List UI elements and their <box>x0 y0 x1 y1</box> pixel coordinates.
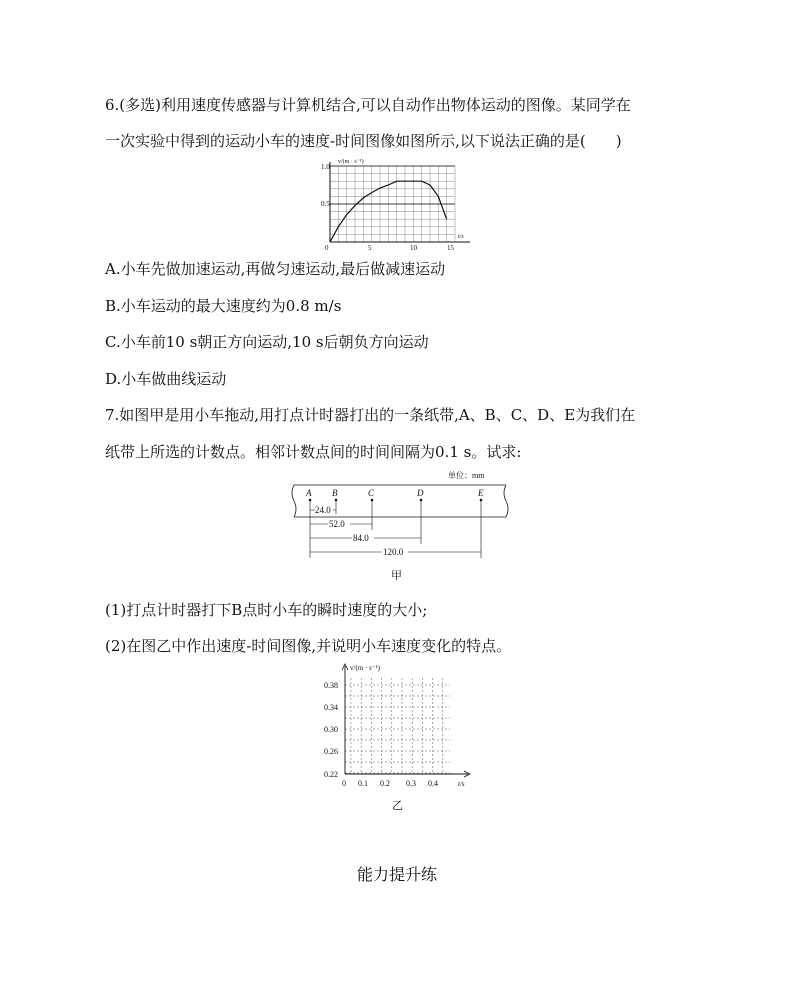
ytick-0.38: 0.38 <box>324 681 338 690</box>
xtick-0.3: 0.3 <box>406 779 416 788</box>
q6-ylabel: v/(m · s⁻¹) <box>338 159 364 165</box>
tape-right-break <box>504 485 508 517</box>
dot-c <box>371 499 374 502</box>
dot-a <box>309 499 312 502</box>
tape-left-break <box>292 485 296 517</box>
q6-ytick-1: 1.0 <box>321 163 330 171</box>
figure-caption-yi: 乙 <box>392 799 403 812</box>
dist-ad: 84.0 <box>353 533 369 543</box>
point-label-b: B <box>332 488 338 498</box>
dist-ab: 24.0 <box>315 505 331 515</box>
q6-xlabel: t/s <box>458 234 464 240</box>
xtick-0.1: 0.1 <box>358 779 368 788</box>
point-label-d: D <box>417 488 424 498</box>
xtick-0: 0 <box>342 779 346 788</box>
point-label-c: C <box>368 488 375 498</box>
ytick-0.34: 0.34 <box>324 703 338 712</box>
q6-stem-line2: 一次实验中得到的运动小车的速度-时间图像如图所示,以下说法正确的是( ) <box>105 132 622 150</box>
q6-xtick-5: 5 <box>368 244 372 252</box>
ytick-0.22: 0.22 <box>324 770 338 779</box>
section-heading: 能力提升练 <box>356 865 437 884</box>
q7-sub2: (2)在图乙中作出速度-时间图像,并说明小车速度变化的特点。 <box>105 637 512 655</box>
dot-e <box>480 499 483 502</box>
q6-xtick-10: 10 <box>410 244 417 252</box>
q7-stem-line2: 纸带上所选的计数点。相邻计数点间的时间间隔为0.1 s。试求: <box>105 443 522 461</box>
point-label-a: A <box>306 488 312 498</box>
dot-b <box>335 499 338 502</box>
q6-option-c: C.小车前10 s朝正方向运动,10 s后朝负方向运动 <box>105 333 429 351</box>
xtick-0.4: 0.4 <box>428 779 438 788</box>
dist-ae: 120.0 <box>383 547 404 557</box>
grid-dashed-lines <box>345 678 450 774</box>
q6-option-b: B.小车运动的最大速度约为0.8 m/s <box>105 297 342 315</box>
q6-vt-graph <box>320 156 480 252</box>
dot-d <box>420 499 423 502</box>
q6-xtick-15: 15 <box>447 244 454 252</box>
q6-stem-line1: 6.(多选)利用速度传感器与计算机结合,可以自动作出物体运动的图像。某同学在 <box>105 96 631 114</box>
point-label-e: E <box>478 488 484 498</box>
tape-unit-label: 单位：mm <box>448 471 485 480</box>
grid-ylabel: v/(m · s⁻¹) <box>350 664 380 672</box>
q6-ytick-0.5: 0.5 <box>321 200 330 208</box>
q7-sub1: (1)打点计时器打下B点时小车的瞬时速度的大小; <box>105 601 428 619</box>
ytick-0.26: 0.26 <box>324 747 338 756</box>
dist-ac: 52.0 <box>329 519 345 529</box>
grid-xlabel: t/s <box>458 780 465 788</box>
figure-caption-jia: 甲 <box>391 569 402 582</box>
q6-ytick-0: 0 <box>325 244 329 252</box>
ytick-0.30: 0.30 <box>324 725 338 734</box>
q6-option-d: D.小车做曲线运动 <box>105 370 227 388</box>
q7-paper-tape <box>290 466 510 566</box>
q7-vt-grid <box>318 662 478 792</box>
xtick-0.2: 0.2 <box>380 779 390 788</box>
q6-option-a: A.小车先做加速运动,再做匀速运动,最后做减速运动 <box>105 260 446 278</box>
q7-stem-line1: 7.如图甲是用小车拖动,用打点计时器打出的一条纸带,A、B、C、D、E为我们在 <box>105 406 636 424</box>
